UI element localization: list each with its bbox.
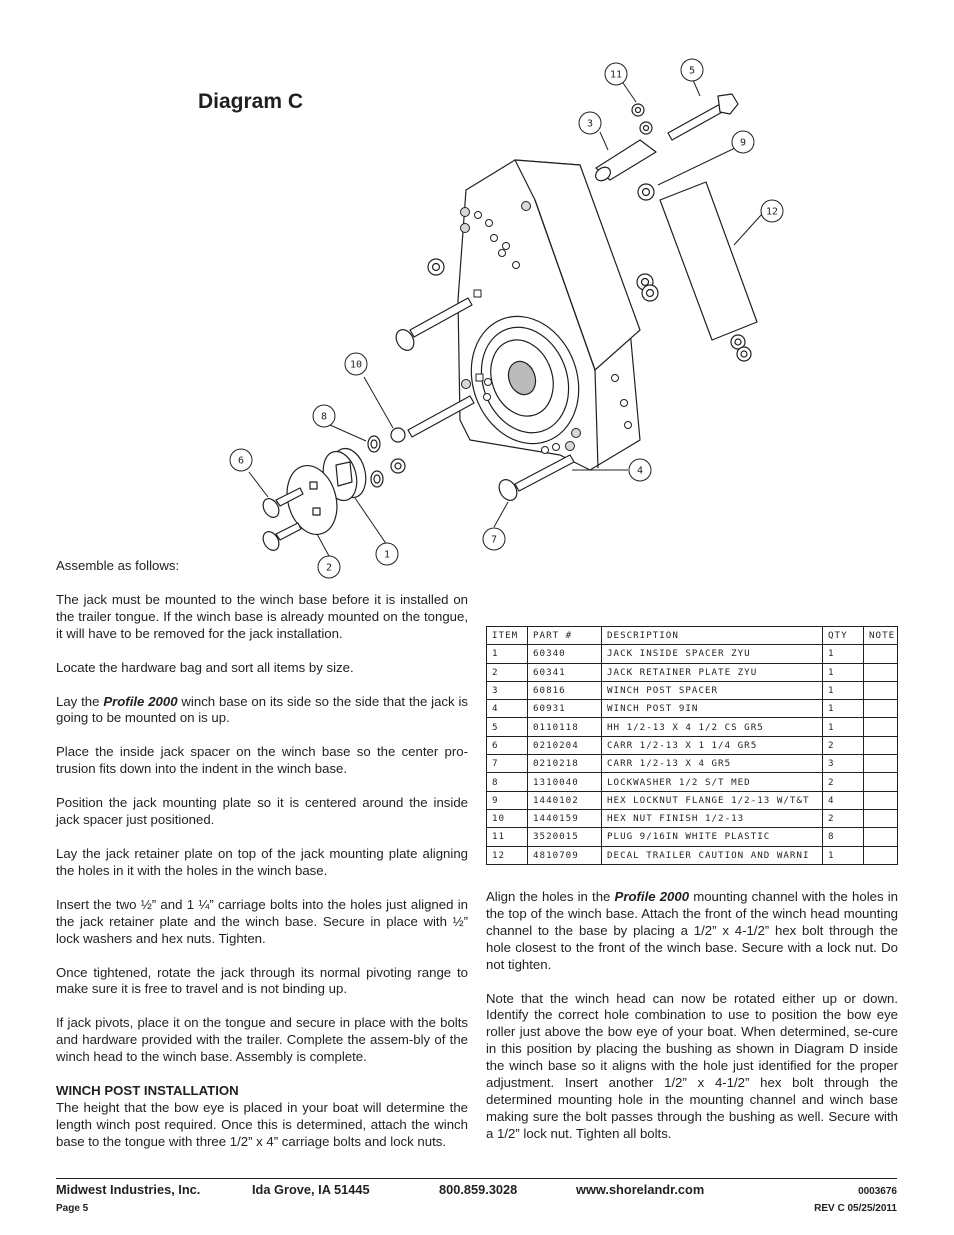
table-cell: 2: [487, 663, 528, 681]
table-cell: 60931: [528, 700, 602, 718]
table-cell: 3: [487, 681, 528, 699]
table-row: [487, 681, 898, 699]
parts-table: [486, 626, 898, 865]
callout-9: [732, 131, 754, 153]
callout-label: 1: [383, 549, 391, 561]
product-name: Profile 2000: [614, 889, 690, 904]
instruction-paragraph: The height that the bow eye is placed in your boat will determine the length winch post required. Once this is determined, attach the winch base to the tongue with three 1/2” x 4” carriage bolts and lock nuts.: [56, 1099, 468, 1149]
table-cell: LOCKWASHER 1/2 S/T MED: [602, 773, 823, 791]
product-name: Profile 2000: [103, 693, 178, 709]
parts-table-header-cell: DESCRIPTION: [602, 627, 823, 645]
callout-6: [230, 449, 252, 471]
table-row: [487, 663, 898, 681]
table-cell: 1: [823, 663, 864, 681]
callout-label: 10: [349, 359, 363, 371]
decal-trailer-caution: [660, 182, 757, 340]
table-cell: 1310040: [528, 773, 602, 791]
footer-website: www.shorelandr.com: [576, 1182, 705, 1197]
table-cell: 7: [487, 755, 528, 773]
callout-label: 5: [688, 65, 696, 77]
table-cell: CARR 1/2-13 X 1 1/4 GR5: [602, 736, 823, 754]
table-cell: JACK RETAINER PLATE ZYU: [602, 663, 823, 681]
callout-label: 11: [609, 69, 623, 81]
table-cell: 11: [487, 828, 528, 846]
parts-table-header-cell: NOTE: [864, 627, 898, 645]
table-cell: 1440102: [528, 791, 602, 809]
instruction-paragraph: If jack pivots, place it on the tongue and secure in place with the bolts and hardware provided with the trailer. Complete the assem-bly of the winch head to the winch base. Assembly is complete.: [56, 1015, 468, 1065]
table-cell: 10: [487, 809, 528, 827]
table-cell: [864, 681, 898, 699]
callout-12: [761, 200, 783, 222]
table-cell: 4: [823, 791, 864, 809]
table-row: [487, 700, 898, 718]
table-cell: 60816: [528, 681, 602, 699]
callout-10: [345, 353, 367, 375]
table-cell: HEX LOCKNUT FLANGE 1/2-13 W/T&T: [602, 791, 823, 809]
table-cell: JACK INSIDE SPACER ZYU: [602, 645, 823, 663]
table-cell: 0110118: [528, 718, 602, 736]
instruction-paragraph: Align the holes in the Profile 2000 mounting channel with the holes in the top of the winch base. Attach the front of the winch head mounting channel to the base by placing a 1/2” x 4-1/2” hex bolt through the hole closest to the front of the winch base. Secure with a lock nut. Do not tighten.: [486, 889, 898, 972]
callout-label: 7: [490, 534, 498, 546]
callout-11: [605, 63, 627, 85]
table-cell: [864, 645, 898, 663]
table-cell: CARR 1/2-13 X 4 GR5: [602, 755, 823, 773]
table-cell: HEX NUT FINISH 1/2-13: [602, 809, 823, 827]
assembly-instructions: [56, 558, 468, 1168]
mounting-instructions: [486, 889, 898, 1160]
instruction-paragraph: The jack must be mounted to the winch base before it is installed on the trailer tongue. If the winch base is already mounted on the tongue, it will have to be removed for the jack installation.: [56, 591, 468, 641]
callout-4: [629, 459, 651, 481]
instruction-paragraph: Locate the hardware bag and sort all items by size.: [56, 659, 354, 675]
callout-label: 12: [765, 206, 779, 218]
footer-doc-number: 0003676: [858, 1186, 897, 1197]
table-row: [487, 809, 898, 827]
table-cell: 8: [823, 828, 864, 846]
table-cell: 1: [823, 681, 864, 699]
carriage-bolt-lower: [496, 455, 574, 504]
table-cell: 1: [823, 700, 864, 718]
footer-revision: REV C 05/25/2011: [814, 1203, 897, 1214]
table-cell: [864, 736, 898, 754]
instruction-paragraph: Position the jack mounting plate so it is centered around the inside jack spacer just positioned.: [56, 795, 468, 828]
table-cell: 4: [487, 700, 528, 718]
table-row: [487, 773, 898, 791]
callout-label: 6: [237, 455, 245, 467]
footer-city: Ida Grove, IA 51445: [252, 1182, 370, 1197]
footer-divider: [56, 1178, 897, 1179]
table-cell: 1: [823, 645, 864, 663]
lockwashers-and-nuts: [368, 436, 405, 487]
table-cell: 4810709: [528, 846, 602, 864]
table-cell: 9: [487, 791, 528, 809]
table-cell: 0210218: [528, 755, 602, 773]
table-row: [487, 791, 898, 809]
table-cell: [864, 718, 898, 736]
section-heading: WINCH POST INSTALLATION: [56, 1083, 239, 1099]
table-cell: 3520015: [528, 828, 602, 846]
table-cell: WINCH POST SPACER: [602, 681, 823, 699]
parts-table-header-cell: ITEM: [487, 627, 528, 645]
table-cell: 2: [823, 773, 864, 791]
table-cell: 60341: [528, 663, 602, 681]
footer-page-number: Page 5: [56, 1203, 89, 1214]
table-cell: 1440159: [528, 809, 602, 827]
table-cell: [864, 791, 898, 809]
callout-8: [313, 405, 335, 427]
table-cell: 2: [823, 809, 864, 827]
callout-label: 8: [320, 411, 328, 423]
instruction-paragraph: Lay the jack retainer plate on top of the jack mounting plate aligning the holes in it with the holes in the winch base.: [56, 845, 468, 878]
table-cell: 6: [487, 736, 528, 754]
exploded-parts-diagram: [0, 0, 954, 590]
table-cell: [864, 809, 898, 827]
diagram-title: Diagram C: [198, 90, 304, 113]
table-cell: 2: [823, 736, 864, 754]
instruction-paragraph: Once tightened, rotate the jack through its normal pivoting range to make sure it is free to travel and is not binding up.: [56, 964, 468, 997]
table-cell: WINCH POST 9IN: [602, 700, 823, 718]
callout-label: 4: [636, 465, 644, 477]
instruction-paragraph: Note that the winch head can now be rotated either up or down. Identify the correct hole combination to use to position the bow eye roller just above the bow eye of your boat. When determined, se-cure in this position by placing the bushing as shown in Diagram D inside the winch base so it aligns with the hole just identified for the proper adjustment. Insert another 1/2” x 4-1/2” hex bolt through the determined mounting hole in the mounting channel and winch base making sure the bolt passes through the bushing as well. Secure with a 1/2” lock nut. Tighten all bolts.: [486, 990, 898, 1141]
instruction-paragraph: Place the inside jack spacer on the winch base so the center pro-trusion fits down into the indent in the winch base.: [56, 744, 468, 777]
footer-phone: 800.859.3028: [439, 1182, 518, 1197]
table-cell: 1: [487, 645, 528, 663]
winch-post-spacer: [593, 140, 656, 184]
table-cell: DECAL TRAILER CAUTION AND WARNI: [602, 846, 823, 864]
parts-table-header: [487, 627, 898, 645]
callout-label: 3: [586, 118, 594, 130]
callout-7: [483, 528, 505, 550]
table-row: [487, 828, 898, 846]
table-cell: 8: [487, 773, 528, 791]
callout-label: 2: [325, 562, 333, 574]
table-cell: 1: [823, 846, 864, 864]
parts-table-header-cell: PART #: [528, 627, 602, 645]
table-cell: [864, 846, 898, 864]
table-cell: [864, 755, 898, 773]
table-cell: [864, 700, 898, 718]
table-row: [487, 645, 898, 663]
table-cell: 12: [487, 846, 528, 864]
table-row: [487, 736, 898, 754]
parts-table-header-cell: QTY: [823, 627, 864, 645]
instruction-paragraph: Insert the two ½” and 1 ¼” carriage bolts into the holes just aligned in the jack retainer plate and the winch base. Secure in place with ½” lock washers and hex nuts. Tighten.: [56, 896, 468, 946]
table-cell: HH 1/2-13 X 4 1/2 CS GR5: [602, 718, 823, 736]
table-cell: [864, 828, 898, 846]
table-cell: 0210204: [528, 736, 602, 754]
intro-text: Assemble as follows:: [56, 558, 180, 573]
table-cell: 1: [823, 718, 864, 736]
hex-bolt: [668, 94, 738, 140]
footer-company: Midwest Industries, Inc.: [56, 1182, 201, 1197]
instruction-paragraph: Lay the Profile 2000 winch base on its side so the side that the jack is going to be mounted on is up.: [56, 693, 468, 726]
table-cell: 3: [823, 755, 864, 773]
table-cell: [864, 773, 898, 791]
table-cell: PLUG 9/16IN WHITE PLASTIC: [602, 828, 823, 846]
table-cell: 60340: [528, 645, 602, 663]
table-cell: [864, 663, 898, 681]
callout-label: 9: [739, 137, 747, 149]
callout-5: [681, 59, 703, 81]
table-row: [487, 718, 898, 736]
table-row: [487, 755, 898, 773]
table-row: [487, 846, 898, 864]
table-cell: 5: [487, 718, 528, 736]
top-plugs: [632, 104, 652, 134]
callout-3: [579, 112, 601, 134]
